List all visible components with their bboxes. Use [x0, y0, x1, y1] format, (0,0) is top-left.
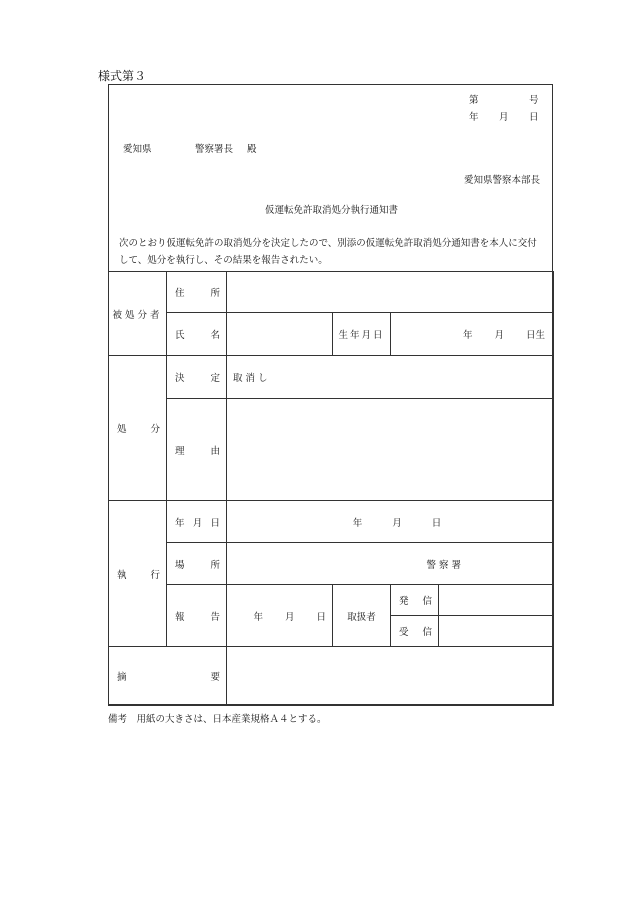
execution-heading: 執 行	[109, 501, 167, 647]
subject-heading: 被処分者	[109, 272, 167, 356]
address-label: 住 所	[167, 272, 227, 313]
table-row	[109, 313, 554, 356]
receive-field[interactable]	[439, 616, 554, 647]
sender-name: 愛知県警察本部長	[463, 175, 540, 186]
table-row	[109, 399, 554, 501]
table-row	[109, 585, 554, 616]
reason-label: 理 由	[167, 399, 227, 501]
send-field[interactable]	[439, 585, 554, 616]
send-label: 発 信	[391, 585, 439, 616]
number-suffix: 号	[529, 95, 539, 106]
body-text: 次のとおり仮運転免許の取消処分を決定したので、別添の仮運転免許取消処分通知書を本人に交付して、処分を執行し、その結果を報告されたい。	[119, 238, 537, 266]
form-number: 様式第３	[98, 69, 147, 83]
place-field[interactable]	[227, 543, 554, 585]
date-day: 日	[529, 112, 539, 123]
birthdate-field[interactable]: 年 月 日生	[391, 313, 554, 356]
addressee-honorific: 殿	[247, 144, 257, 155]
document-title: 仮運転免許取消処分執行通知書	[264, 205, 398, 216]
place-label: 場 所	[167, 543, 227, 585]
name-label: 氏 名	[167, 313, 227, 356]
summary-label: 摘 要	[109, 647, 227, 706]
receive-label: 受 信	[391, 616, 439, 647]
place-value: 警 察 署	[426, 559, 461, 571]
birthdate-label: 生年月日	[333, 313, 391, 356]
table-row	[109, 543, 554, 585]
decision-label: 決 定	[167, 356, 227, 399]
table-row	[109, 272, 554, 313]
handler-label: 取扱者	[333, 585, 391, 647]
address-field[interactable]	[227, 272, 554, 313]
table-row	[109, 501, 554, 543]
addressee-prefecture: 愛知県	[123, 144, 152, 155]
name-field[interactable]	[227, 313, 333, 356]
report-date-field[interactable]: 年 月 日	[227, 585, 333, 647]
summary-field[interactable]	[227, 647, 554, 706]
report-label: 報 告	[167, 585, 227, 647]
footnote: 備考 用紙の大きさは、日本産業規格Ａ４とする。	[108, 714, 327, 725]
date-year: 年	[469, 112, 479, 123]
disposition-heading: 処 分	[109, 356, 167, 501]
number-prefix: 第	[469, 95, 479, 106]
form-frame	[108, 84, 553, 705]
table-row	[109, 356, 554, 399]
details-table	[108, 271, 554, 706]
decision-value: 取 消 し	[227, 356, 554, 399]
table-row	[109, 647, 554, 706]
date-month: 月	[499, 112, 509, 123]
execution-date-field[interactable]: 年 月 日	[227, 501, 554, 543]
reason-field[interactable]	[227, 399, 554, 501]
addressee-station-chief: 警察署長	[195, 144, 234, 155]
execution-date-label: 年 月 日	[167, 501, 227, 543]
